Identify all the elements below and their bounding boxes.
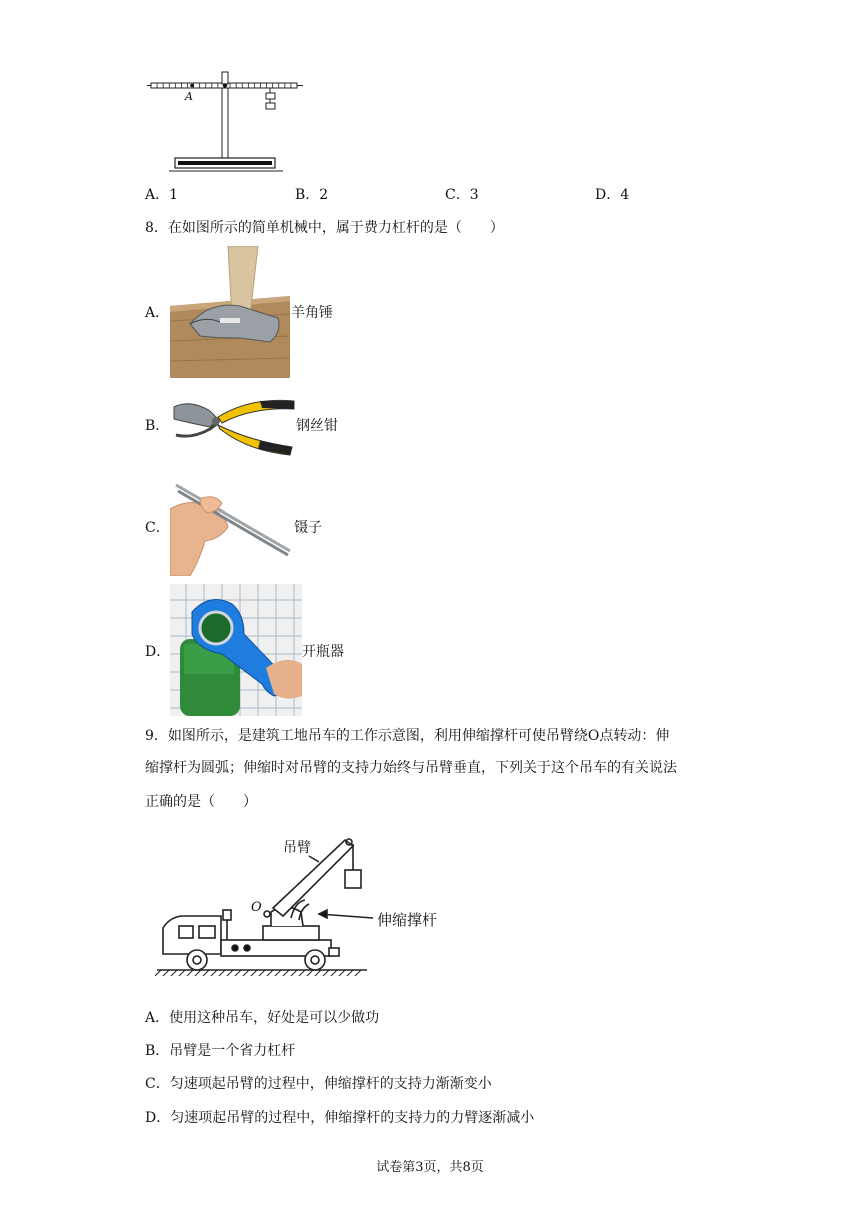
- q8-option-b-letter[interactable]: B．: [145, 418, 170, 434]
- option-letter: A．: [145, 187, 170, 203]
- q8-option-d-letter[interactable]: D．: [145, 644, 171, 660]
- option-text: 使用这种吊车，好处是可以少做功: [169, 1010, 380, 1026]
- q9-option-d[interactable]: [145, 1108, 534, 1128]
- q8-option-a-letter[interactable]: A．: [145, 305, 170, 321]
- option-letter: C．: [145, 1076, 170, 1092]
- pliers-image[interactable]: [170, 389, 296, 461]
- option-text: 匀速项起吊臂的过程中，伸缩撑杆的支持力的力臂逐渐减小: [170, 1110, 535, 1126]
- option-letter: B．: [295, 187, 320, 203]
- q9-option-c[interactable]: [145, 1074, 492, 1094]
- q7-option-d[interactable]: [595, 185, 629, 205]
- q9-option-b[interactable]: [145, 1041, 295, 1061]
- q9-stem-line-1: 9．如图所示，是建筑工地吊车的工作示意图，利用伸缩撑杆可使吊臂绕O点转动：伸: [145, 728, 670, 744]
- bottle-opener-image[interactable]: [170, 584, 302, 716]
- option-letter: D．: [595, 187, 621, 203]
- option-text: 吊臂是一个省力杠杆: [169, 1043, 296, 1059]
- claw-hammer-image[interactable]: [170, 246, 290, 378]
- q8-option-d-caption: 开瓶器: [302, 644, 344, 660]
- crane-diagram: [155, 830, 455, 980]
- option-text: 1: [169, 187, 179, 203]
- option-text: 2: [319, 187, 329, 203]
- tweezers-image[interactable]: [170, 479, 292, 576]
- q9-option-a[interactable]: [145, 1008, 379, 1028]
- q8-stem: 8．在如图所示的简单机械中，属于费力杠杆的是（ ）: [145, 220, 504, 236]
- option-text: 4: [620, 187, 630, 203]
- q9-stem-line-2: 缩撑杆为圆弧；伸缩时对吊臂的支持力始终与吊臂垂直，下列关于这个吊车的有关说法: [145, 760, 677, 776]
- q7-option-b[interactable]: [295, 185, 328, 205]
- option-letter: A．: [145, 1010, 170, 1026]
- q9-stem-line-3: 正确的是（ ）: [145, 794, 257, 810]
- q8-option-b-caption: 钢丝钳: [296, 418, 338, 434]
- option-letter: C．: [445, 187, 470, 203]
- option-text: 3: [469, 187, 479, 203]
- q8-option-c-letter[interactable]: C．: [145, 520, 170, 536]
- lever-balance-figure: [145, 68, 305, 178]
- option-letter: D．: [145, 1110, 171, 1126]
- option-text: 匀速项起吊臂的过程中，伸缩撑杆的支持力渐渐变小: [169, 1076, 492, 1092]
- point-a-label: A: [185, 90, 193, 103]
- pivot-o-label: O: [251, 900, 262, 915]
- page-footer: 试卷第3页，共8页: [376, 1160, 484, 1175]
- option-letter: B．: [145, 1043, 170, 1059]
- arm-label: 吊臂: [283, 840, 311, 856]
- q8-option-c-caption: 镊子: [294, 520, 322, 536]
- q8-option-a-caption: 羊角锤: [291, 305, 333, 321]
- q7-option-c[interactable]: [445, 185, 479, 205]
- rod-label: 伸缩撑杆: [377, 911, 438, 929]
- q7-option-a[interactable]: [145, 185, 178, 205]
